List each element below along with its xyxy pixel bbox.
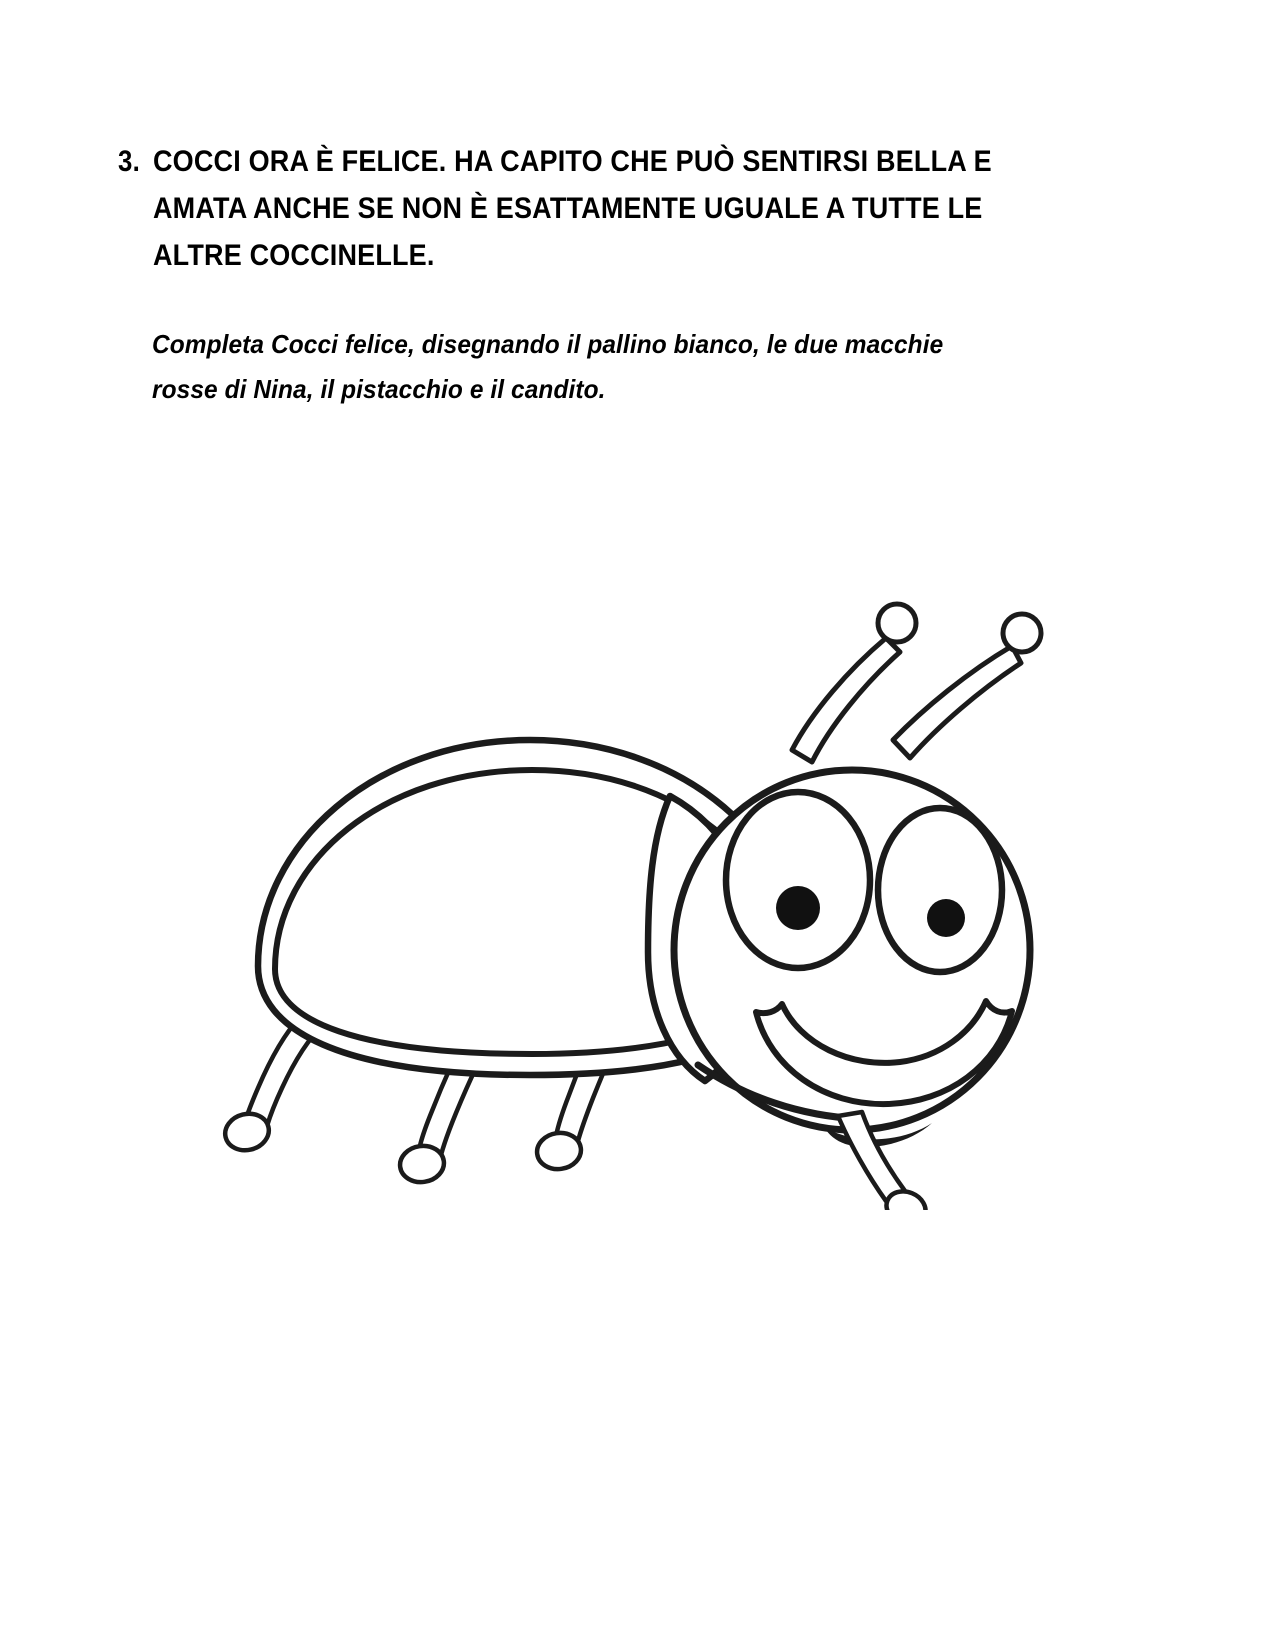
left-pupil	[776, 886, 820, 930]
right-eye	[878, 808, 1002, 972]
ladybug-illustration	[200, 560, 1100, 1210]
right-antenna	[893, 614, 1041, 758]
left-eye	[726, 792, 870, 968]
heading-line-2: AMATA ANCHE SE NON È ESATTAMENTE UGUALE A TUTTE LE	[152, 192, 983, 225]
heading-line-1: COCCI ORA È FELICE. HA CAPITO CHE PUÒ SENTIRSI BELLA E	[152, 145, 992, 178]
instruction-line-2: rosse di Nina, il pistacchio e il candito.	[152, 374, 606, 404]
exercise-number: 3.	[118, 145, 141, 178]
right-pupil	[927, 899, 965, 937]
heading-row	[118, 138, 1153, 279]
ladybug-drawing-svg	[200, 560, 1100, 1210]
instruction-line-1: Completa Cocci felice, disegnando il pallino bianco, le due macchie	[152, 329, 944, 359]
exercise-heading	[118, 138, 1153, 279]
instruction-text	[152, 322, 1152, 412]
heading-line-3: ALTRE COCCINELLE.	[152, 239, 435, 272]
heading-text	[153, 138, 1053, 279]
